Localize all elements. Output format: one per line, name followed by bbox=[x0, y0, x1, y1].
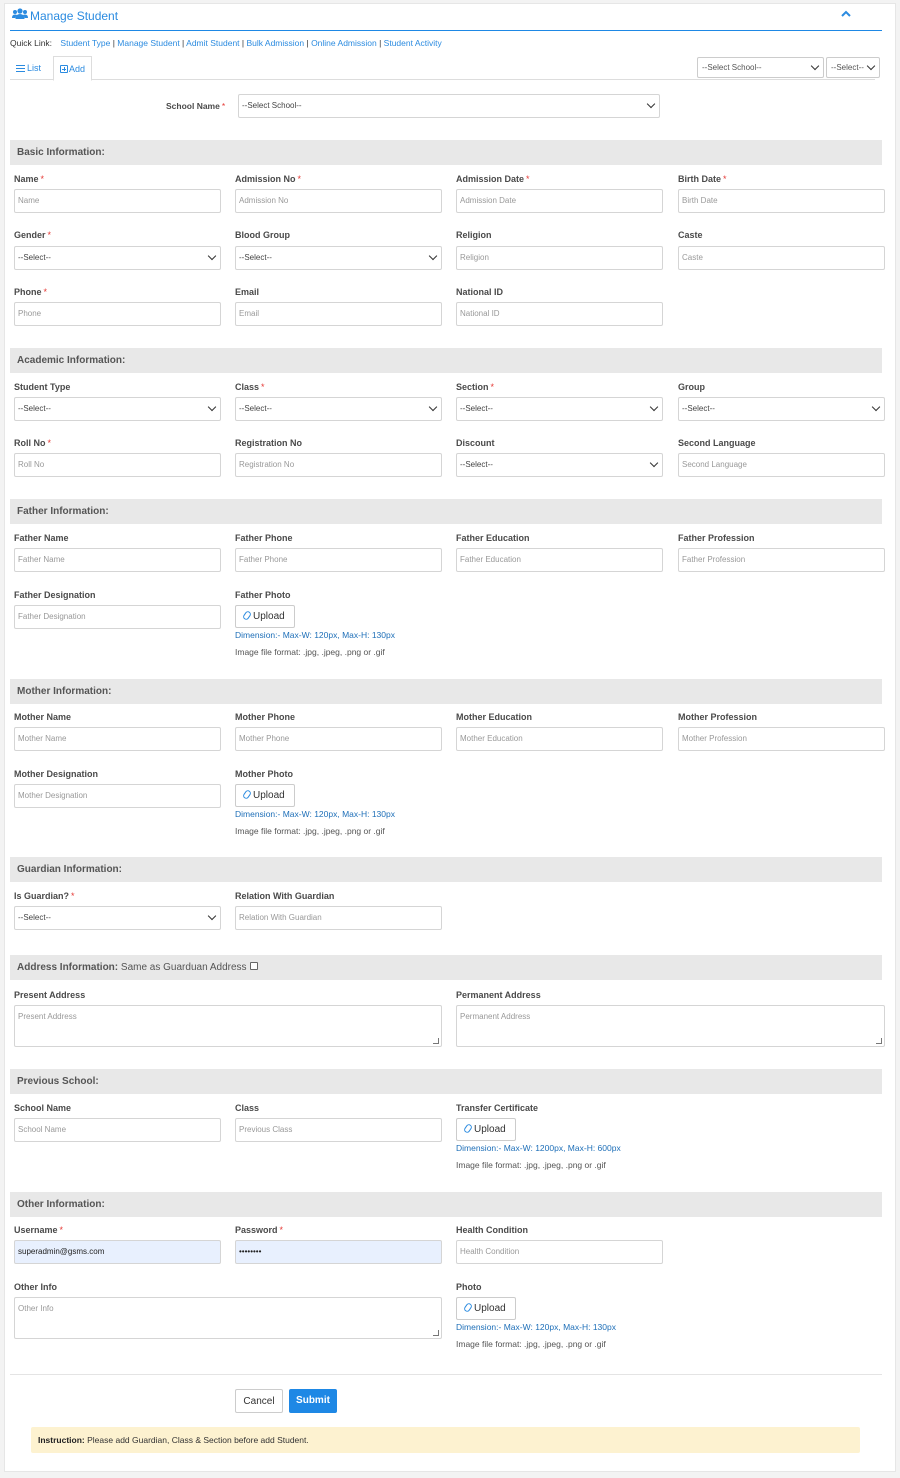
mother-designation-input[interactable]: Mother Designation bbox=[14, 784, 221, 808]
quick-link-label: Quick Link: bbox=[10, 38, 53, 48]
health-condition-label: Health Condition bbox=[456, 1225, 528, 1235]
school-name-label: School Name * bbox=[166, 101, 226, 111]
mother-phone-input[interactable]: Mother Phone bbox=[235, 727, 442, 751]
phone-input[interactable]: Phone bbox=[14, 302, 221, 326]
prev-school-name-input[interactable]: School Name bbox=[14, 1118, 221, 1142]
father-photo-format: Image file format: .jpg, .jpeg, .png or .gif bbox=[235, 647, 385, 657]
filter-value: --Select-- bbox=[831, 63, 864, 72]
discount-select[interactable]: --Select-- bbox=[456, 453, 663, 477]
prev-school-name-label: School Name bbox=[14, 1103, 72, 1113]
email-input[interactable]: Email bbox=[235, 302, 442, 326]
admission-date-label: Admission Date * bbox=[456, 174, 530, 184]
is-guardian-label: Is Guardian? * bbox=[14, 891, 75, 901]
mother-photo-format: Image file format: .jpg, .jpeg, .png or .gif bbox=[235, 826, 385, 836]
mother-education-input[interactable]: Mother Education bbox=[456, 727, 663, 751]
mother-education-label: Mother Education bbox=[456, 712, 532, 722]
transfer-certificate-upload-button[interactable]: Upload bbox=[456, 1118, 516, 1141]
admission-date-input[interactable]: Admission Date bbox=[456, 189, 663, 213]
section-academic: Academic Information: bbox=[10, 348, 882, 373]
tab-list-label: List bbox=[27, 63, 42, 73]
father-education-label: Father Education bbox=[456, 533, 530, 543]
quick-link-admit-student[interactable]: Admit Student bbox=[186, 38, 240, 48]
chevron-down-icon bbox=[650, 459, 658, 467]
chevron-down-icon bbox=[650, 403, 658, 411]
paperclip-icon bbox=[242, 789, 252, 800]
father-name-input[interactable]: Father Name bbox=[14, 548, 221, 572]
father-profession-label: Father Profession bbox=[678, 533, 755, 543]
same-as-guardian-label: Same as Guarduan Address bbox=[120, 962, 247, 973]
filter-school-value: --Select School-- bbox=[702, 63, 762, 72]
plus-square-icon bbox=[60, 65, 68, 73]
section-select[interactable]: --Select-- bbox=[456, 397, 663, 421]
phone-label: Phone * bbox=[14, 287, 48, 297]
present-address-label: Present Address bbox=[14, 990, 86, 1000]
cancel-button[interactable]: Cancel bbox=[235, 1389, 283, 1413]
admission-no-label: Admission No * bbox=[235, 174, 302, 184]
section-previous-school: Previous School: bbox=[10, 1069, 882, 1094]
tab-list[interactable] bbox=[10, 56, 47, 80]
chevron-up-icon[interactable] bbox=[840, 9, 852, 19]
father-phone-input[interactable]: Father Phone bbox=[235, 548, 442, 572]
instruction-label: Instruction: bbox=[38, 1435, 85, 1445]
chevron-down-icon bbox=[811, 61, 819, 69]
chevron-down-icon bbox=[208, 403, 216, 411]
paperclip-icon bbox=[463, 1123, 473, 1134]
resize-grip-icon[interactable] bbox=[433, 1038, 439, 1044]
section-other: Other Information: bbox=[10, 1192, 882, 1217]
caste-input[interactable]: Caste bbox=[678, 246, 885, 270]
quick-link-online-admission[interactable]: Online Admission bbox=[311, 38, 377, 48]
second-language-label: Second Language bbox=[678, 438, 756, 448]
gender-label: Gender * bbox=[14, 230, 52, 240]
chevron-down-icon bbox=[872, 403, 880, 411]
father-designation-label: Father Designation bbox=[14, 590, 96, 600]
mother-photo-label: Mother Photo bbox=[235, 769, 293, 779]
paperclip-icon bbox=[463, 1302, 473, 1313]
permanent-address-textarea[interactable]: Permanent Address bbox=[456, 1005, 885, 1047]
permanent-address-label: Permanent Address bbox=[456, 990, 541, 1000]
tab-add-label: Add bbox=[69, 64, 86, 74]
father-photo-upload-button[interactable]: Upload bbox=[235, 605, 295, 628]
photo-format: Image file format: .jpg, .jpeg, .png or .gif bbox=[456, 1339, 606, 1349]
father-photo-dimension: Dimension:- Max-W: 120px, Max-H: 130px bbox=[235, 630, 395, 640]
mother-designation-label: Mother Designation bbox=[14, 769, 99, 779]
mother-photo-upload-button[interactable]: Upload bbox=[235, 784, 295, 807]
father-designation-input[interactable]: Father Designation bbox=[14, 605, 221, 629]
transfer-certificate-label: Transfer Certificate bbox=[456, 1103, 539, 1113]
school-name-select[interactable]: --Select School-- bbox=[238, 94, 660, 118]
other-info-label: Other Info bbox=[14, 1282, 57, 1292]
section-address bbox=[10, 955, 882, 980]
chevron-down-icon bbox=[647, 100, 655, 108]
relation-guardian-input[interactable]: Relation With Guardian bbox=[235, 906, 442, 930]
form-divider bbox=[10, 1374, 882, 1375]
transfer-certificate-format: Image file format: .jpg, .jpeg, .png or .gif bbox=[456, 1160, 606, 1170]
mother-profession-label: Mother Profession bbox=[678, 712, 758, 722]
mother-name-label: Mother Name bbox=[14, 712, 72, 722]
quick-link-student-activity[interactable]: Student Activity bbox=[383, 38, 442, 48]
birth-date-label: Birth Date * bbox=[678, 174, 727, 184]
chevron-down-icon bbox=[429, 252, 437, 260]
chevron-down-icon bbox=[208, 252, 216, 260]
name-input[interactable]: Name bbox=[14, 189, 221, 213]
registration-no-input[interactable]: Registration No bbox=[235, 453, 442, 477]
section-basic: Basic Information: bbox=[10, 140, 882, 165]
admission-no-input[interactable]: Admission No bbox=[235, 189, 442, 213]
quick-link-bulk-admission[interactable]: Bulk Admission bbox=[246, 38, 305, 48]
present-address-textarea[interactable]: Present Address bbox=[14, 1005, 442, 1047]
national-id-label: National ID bbox=[456, 287, 504, 297]
father-education-input[interactable]: Father Education bbox=[456, 548, 663, 572]
section-label: Section * bbox=[456, 382, 495, 392]
chevron-down-icon bbox=[867, 61, 875, 69]
password-input[interactable]: •••••••• bbox=[235, 1240, 442, 1264]
class-select[interactable]: --Select-- bbox=[235, 397, 442, 421]
instruction-alert bbox=[31, 1427, 860, 1453]
users-icon bbox=[12, 8, 28, 20]
student-type-select[interactable]: --Select-- bbox=[14, 397, 221, 421]
quick-links: Quick Link: Student Type | Manage Student | Admit Student | Bulk Admission | Online Admission | Student Activity bbox=[10, 38, 442, 48]
student-type-label: Student Type bbox=[14, 382, 71, 392]
password-label: Password * bbox=[235, 1225, 284, 1235]
page-title: Manage Student bbox=[30, 9, 119, 23]
transfer-certificate-dimension: Dimension:- Max-W: 1200px, Max-H: 600px bbox=[456, 1143, 621, 1153]
username-input[interactable]: superadmin@gsms.com bbox=[14, 1240, 221, 1264]
mother-phone-label: Mother Phone bbox=[235, 712, 295, 722]
father-profession-input[interactable]: Father Profession bbox=[678, 548, 885, 572]
religion-input[interactable]: Religion bbox=[456, 246, 663, 270]
photo-dimension: Dimension:- Max-W: 120px, Max-H: 130px bbox=[456, 1322, 616, 1332]
class-label: Class * bbox=[235, 382, 265, 392]
is-guardian-select[interactable]: --Select-- bbox=[14, 906, 221, 930]
national-id-input[interactable]: National ID bbox=[456, 302, 663, 326]
section-guardian: Guardian Information: bbox=[10, 857, 882, 882]
prev-class-input[interactable]: Previous Class bbox=[235, 1118, 442, 1142]
quick-link-student-type[interactable]: Student Type bbox=[60, 38, 111, 48]
chevron-down-icon bbox=[429, 403, 437, 411]
panel-header bbox=[10, 0, 882, 31]
discount-label: Discount bbox=[456, 438, 495, 448]
quick-link-manage-student[interactable]: Manage Student bbox=[117, 38, 180, 48]
other-info-textarea[interactable]: Other Info bbox=[14, 1297, 442, 1339]
father-photo-label: Father Photo bbox=[235, 590, 291, 600]
username-label: Username * bbox=[14, 1225, 64, 1235]
mother-photo-dimension: Dimension:- Max-W: 120px, Max-H: 130px bbox=[235, 809, 395, 819]
birth-date-input[interactable]: Birth Date bbox=[678, 189, 885, 213]
roll-no-label: Roll No * bbox=[14, 438, 52, 448]
filter-school-select[interactable] bbox=[697, 57, 824, 78]
section-father: Father Information: bbox=[10, 499, 882, 524]
instruction-text: Please add Guardian, Class & Section before add Student. bbox=[87, 1435, 309, 1445]
registration-no-label: Registration No bbox=[235, 438, 303, 448]
relation-guardian-label: Relation With Guardian bbox=[235, 891, 335, 901]
chevron-down-icon bbox=[208, 912, 216, 920]
mother-name-input[interactable]: Mother Name bbox=[14, 727, 221, 751]
email-label: Email bbox=[235, 287, 260, 297]
second-language-input[interactable]: Second Language bbox=[678, 453, 885, 477]
section-address-title: Address Information: bbox=[17, 962, 119, 973]
resize-grip-icon[interactable] bbox=[876, 1038, 882, 1044]
gender-select[interactable]: --Select-- bbox=[14, 246, 221, 270]
photo-label: Photo bbox=[456, 1282, 482, 1292]
tab-add[interactable] bbox=[53, 56, 92, 81]
name-label: Name * bbox=[14, 174, 45, 184]
same-as-guardian-checkbox[interactable] bbox=[250, 962, 258, 970]
roll-no-input[interactable]: Roll No bbox=[14, 453, 221, 477]
religion-label: Religion bbox=[456, 230, 492, 240]
group-label: Group bbox=[678, 382, 705, 392]
prev-class-label: Class bbox=[235, 1103, 260, 1113]
blood-group-select[interactable]: --Select-- bbox=[235, 246, 442, 270]
filter-select[interactable] bbox=[826, 57, 880, 78]
section-mother: Mother Information: bbox=[10, 679, 882, 704]
blood-group-label: Blood Group bbox=[235, 230, 290, 240]
father-phone-label: Father Phone bbox=[235, 533, 293, 543]
paperclip-icon bbox=[242, 610, 252, 621]
list-icon bbox=[16, 65, 25, 72]
mother-profession-input[interactable]: Mother Profession bbox=[678, 727, 885, 751]
photo-upload-button[interactable]: Upload bbox=[456, 1297, 516, 1320]
submit-button[interactable]: Submit bbox=[289, 1389, 337, 1413]
resize-grip-icon[interactable] bbox=[433, 1330, 439, 1336]
caste-label: Caste bbox=[678, 230, 703, 240]
father-name-label: Father Name bbox=[14, 533, 69, 543]
health-condition-input[interactable]: Health Condition bbox=[456, 1240, 663, 1264]
group-select[interactable]: --Select-- bbox=[678, 397, 885, 421]
